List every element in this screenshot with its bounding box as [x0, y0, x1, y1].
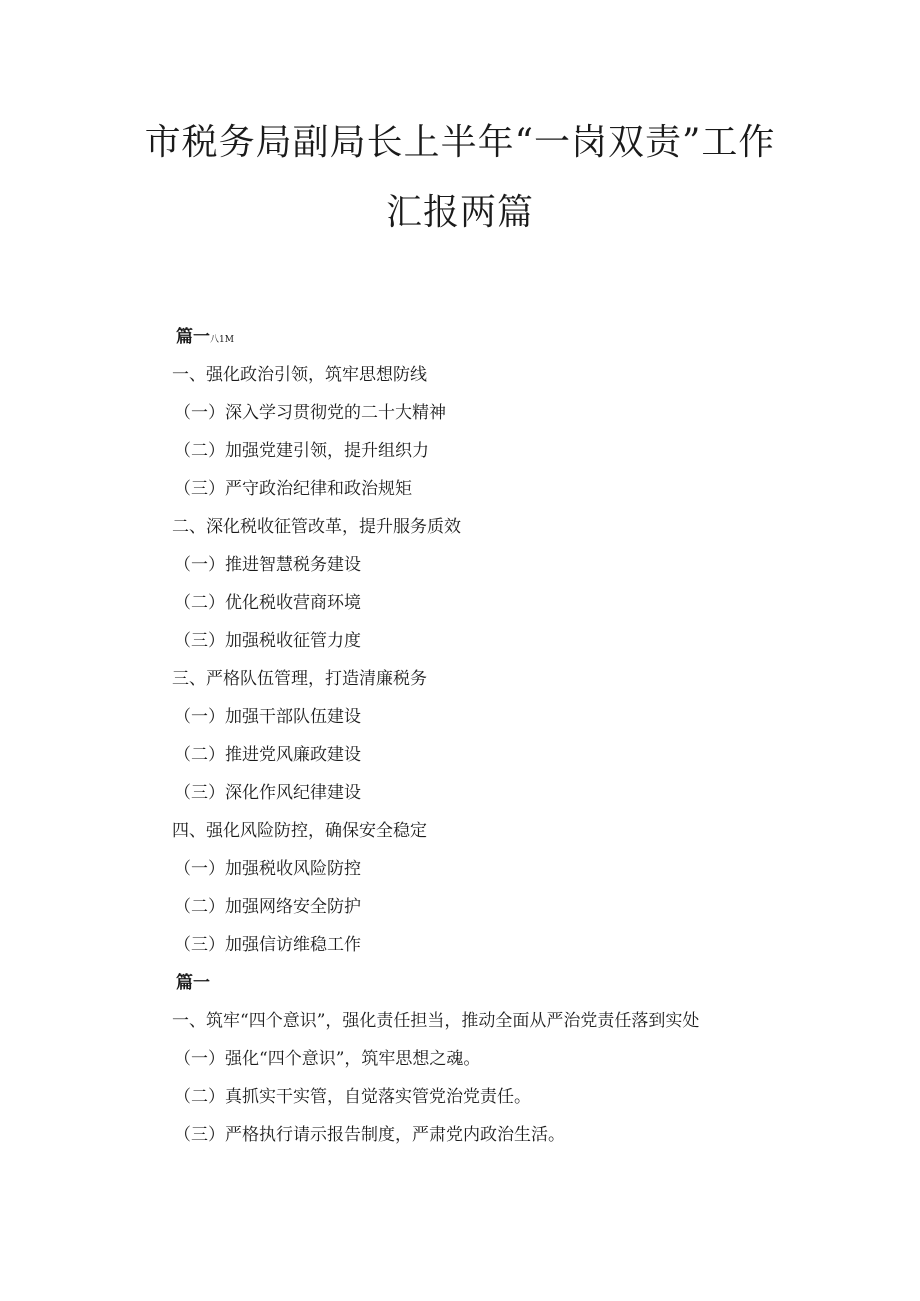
list-item: （二）真抓实干实管，自觉落实管党治党责任。 [174, 1087, 531, 1107]
list-item: （一）加强税收风险防控 [174, 859, 361, 879]
list-item: （三）加强信访维稳工作 [174, 935, 361, 955]
list-item: （三）加强税收征管力度 [174, 631, 361, 651]
list-item: （一）深入学习贯彻党的二十大精神 [174, 403, 446, 423]
list-item: （三）深化作风纪律建设 [174, 783, 361, 803]
list-item: （三）严格执行请示报告制度，严肃党内政治生活。 [174, 1125, 565, 1145]
list-item: 一、强化政治引领，筑牢思想防线 [172, 365, 427, 385]
list-item: （二）加强网络安全防护 [174, 897, 361, 917]
part2-heading: 篇一 [176, 973, 210, 993]
document-body [172, 318, 812, 1154]
list-item: 三、严格队伍管理，打造清廉税务 [172, 669, 427, 689]
list-item: （一）推进智慧税务建设 [174, 555, 361, 575]
list-item: 一、筑牢“四个意识”，强化责任担当，推动全面从严治党责任落到实处 [172, 1011, 700, 1031]
document-title-line2: 汇报两篇 [385, 192, 534, 233]
document-title-line1: 市税务局副局长上半年“一岗双责”工作 [144, 122, 776, 163]
part1-heading [172, 318, 812, 356]
list-item: （二）加强党建引领，提升组织力 [174, 441, 429, 461]
list-item: 二、深化税收征管改革，提升服务质效 [172, 517, 461, 537]
list-item: （二）推进党风廉政建设 [174, 745, 361, 765]
part1-heading-suffix: 八1M [210, 335, 234, 345]
list-item: （三）严守政治纪律和政治规矩 [174, 479, 412, 499]
list-item: （一）强化“四个意识”，筑牢思想之魂。 [174, 1049, 481, 1069]
list-item: （二）优化税收营商环境 [174, 593, 361, 613]
list-item: （一）加强干部队伍建设 [174, 707, 361, 727]
list-item: 四、强化风险防控，确保安全稳定 [172, 821, 427, 841]
part1-heading-text: 篇一 [176, 327, 210, 347]
